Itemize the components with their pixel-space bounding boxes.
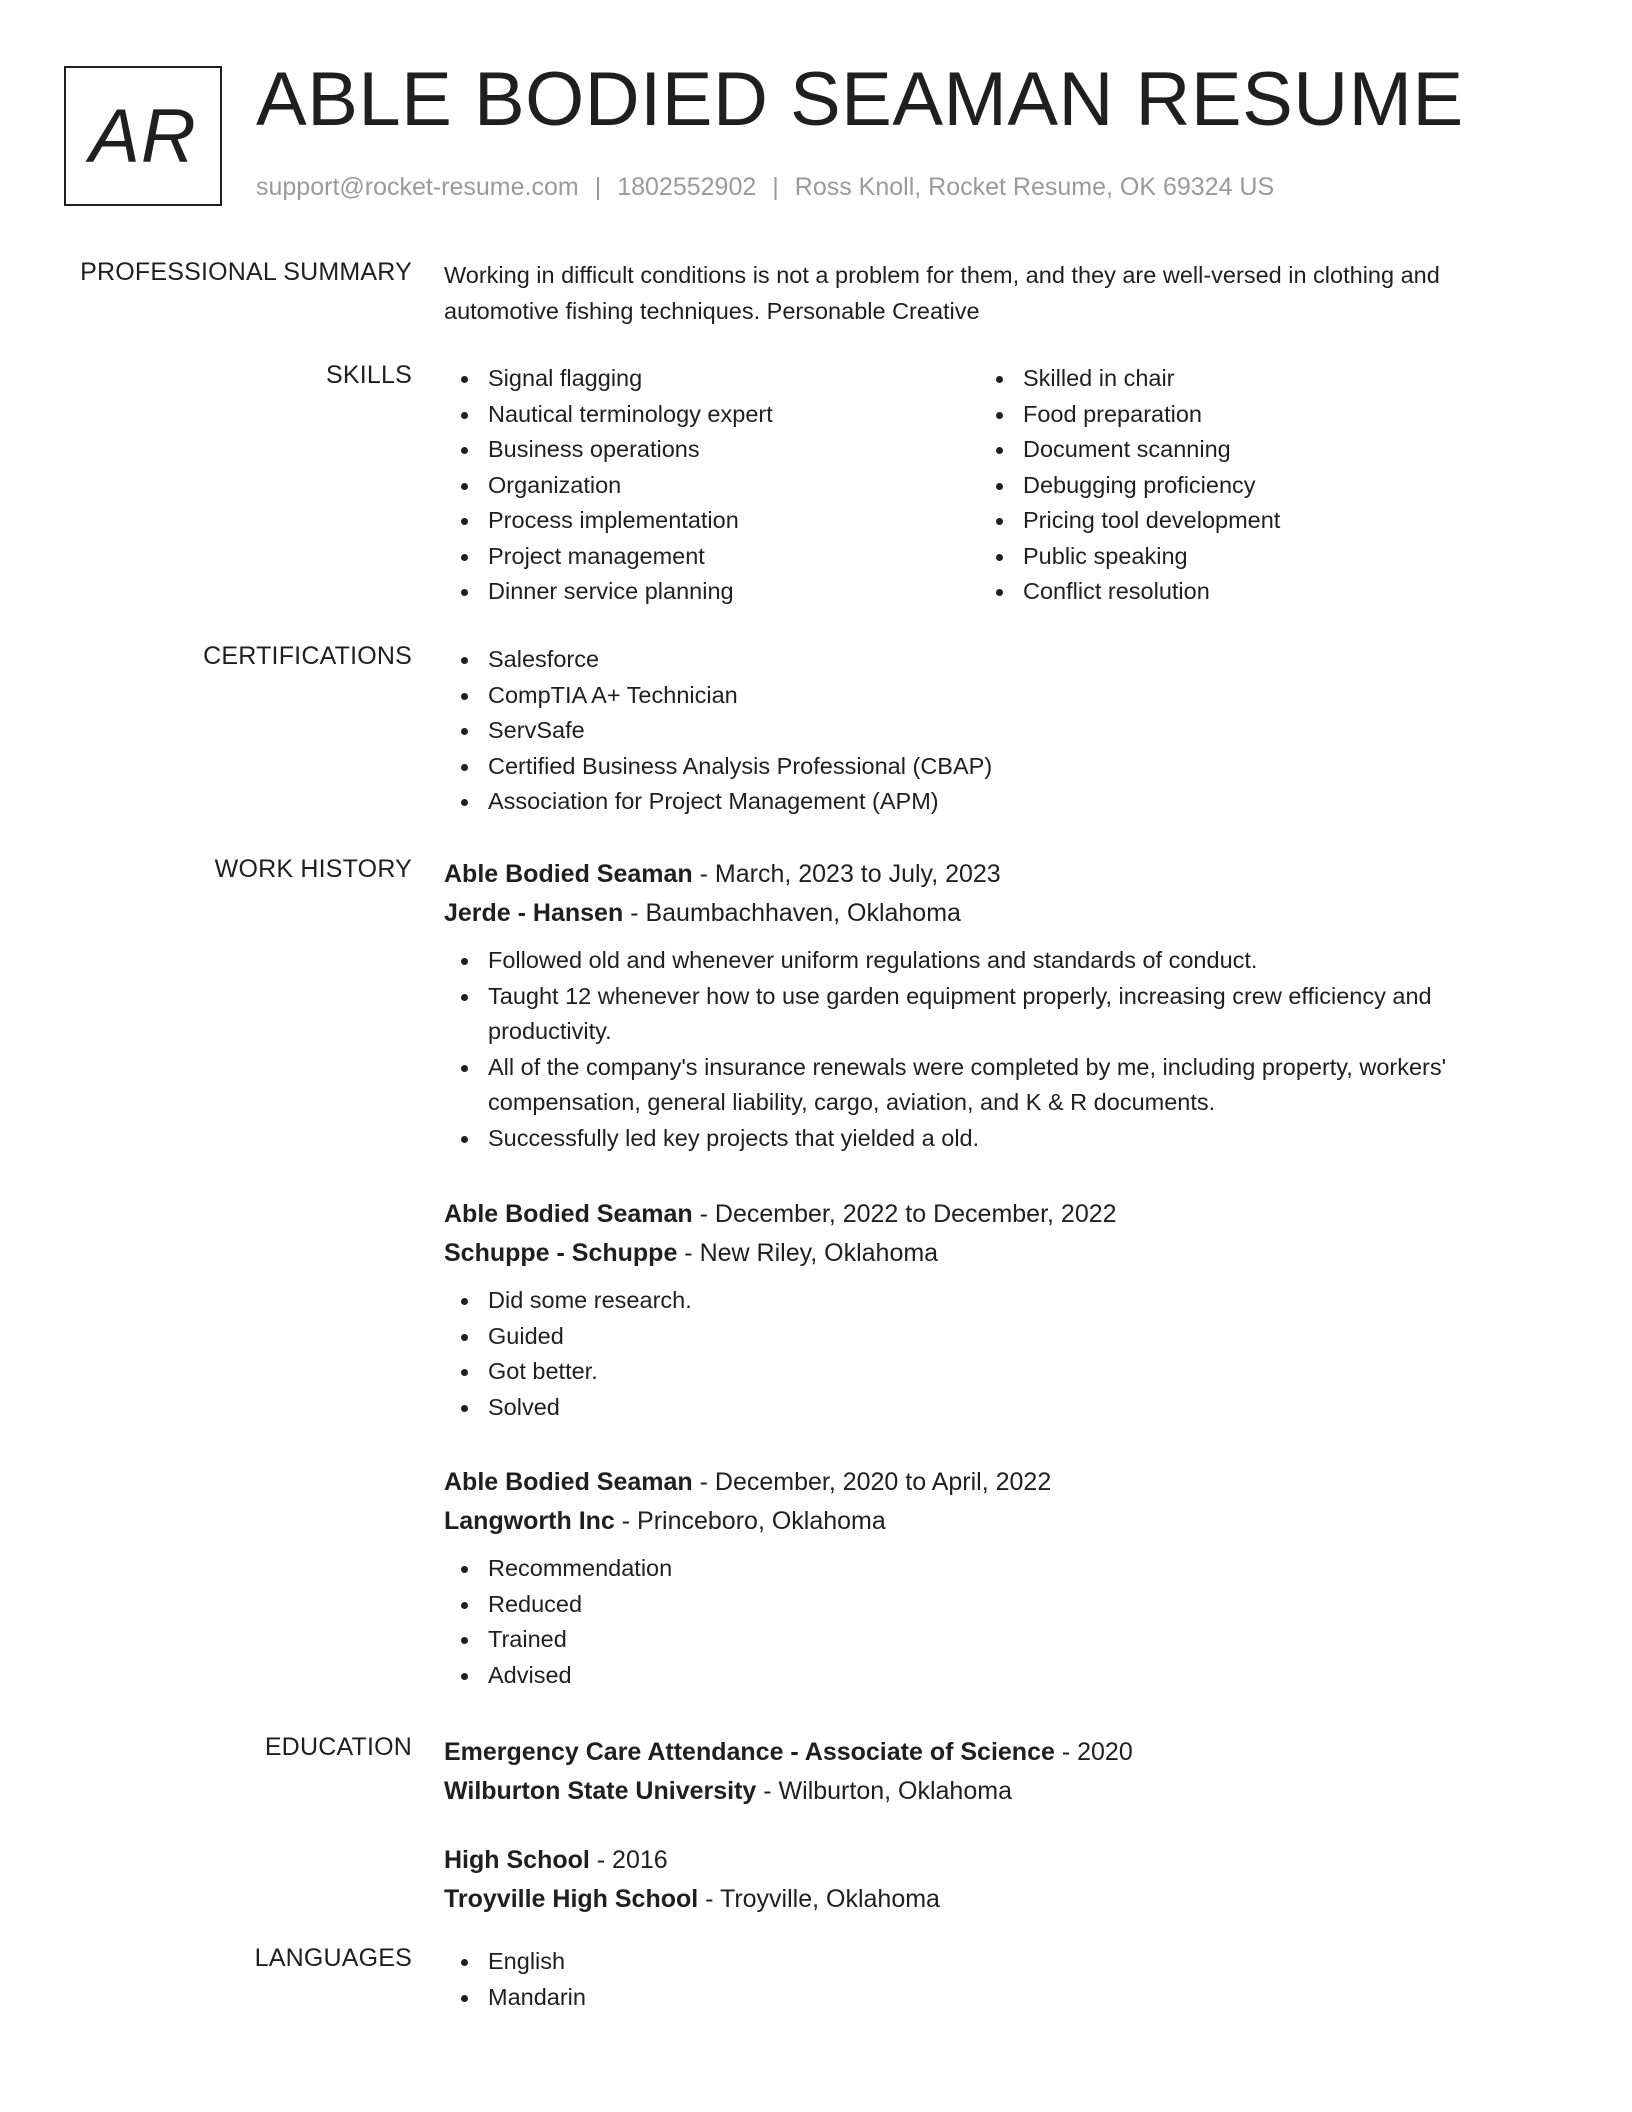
skill-item: Public speaking [979, 539, 1514, 575]
job-dates: - December, 2020 to April, 2022 [692, 1468, 1052, 1496]
job-bullets [444, 943, 1514, 1156]
skill-item: Process implementation [444, 503, 979, 539]
education-school: Wilburton State University [444, 1777, 757, 1805]
section-label: CERTIFICATIONS [203, 642, 412, 670]
section-label: EDUCATION [264, 1733, 412, 1761]
job-bullet: Did some research. [444, 1283, 1514, 1319]
skill-item: Conflict resolution [979, 574, 1514, 610]
education-school: Troyville High School [444, 1885, 699, 1913]
education-school-line [444, 1772, 1514, 1811]
skill-item: Business operations [444, 432, 979, 468]
education-year: - 2016 [589, 1846, 668, 1874]
job-title: Able Bodied Seaman [444, 1200, 693, 1228]
job-bullet: Trained [444, 1622, 1514, 1658]
job-bullet: Followed old and whenever uniform regulations and standards of conduct. [444, 943, 1514, 979]
job-title-line [444, 1463, 1514, 1502]
job-entry [444, 1195, 1514, 1425]
job-company: Schuppe - Schuppe [444, 1239, 678, 1267]
job-title-line [444, 855, 1514, 894]
job-company: Langworth Inc [444, 1507, 615, 1535]
language-item: English [444, 1944, 1514, 1980]
section-label: PROFESSIONAL SUMMARY [80, 258, 412, 286]
resume-title: ABLE BODIED SEAMAN RESUME [256, 57, 1464, 142]
monogram-text: AR [89, 93, 197, 179]
contact-address: Ross Knoll, Rocket Resume, OK 69324 US [794, 173, 1275, 201]
skill-item: Nautical terminology expert [444, 397, 979, 433]
job-bullets [444, 1551, 1514, 1693]
certification-item: ServSafe [444, 713, 1514, 749]
contact-separator: | [594, 173, 602, 201]
education-location: - Wilburton, Oklahoma [756, 1777, 1012, 1805]
job-entry [444, 855, 1514, 1156]
certification-item: Salesforce [444, 642, 1514, 678]
skills-list-right [979, 361, 1514, 610]
languages-body [444, 1944, 1514, 2015]
job-title: Able Bodied Seaman [444, 860, 693, 888]
education-entry [444, 1841, 1514, 1919]
job-dates: - December, 2022 to December, 2022 [692, 1200, 1117, 1228]
job-location: - Princeboro, Oklahoma [614, 1507, 886, 1535]
job-bullet: Recommendation [444, 1551, 1514, 1587]
job-bullet: Solved [444, 1390, 1514, 1426]
section-label: LANGUAGES [254, 1944, 412, 1972]
education-school-line [444, 1880, 1514, 1919]
job-company-line [444, 894, 1514, 933]
languages-list [444, 1944, 1514, 2015]
skill-item: Pricing tool development [979, 503, 1514, 539]
contact-separator: | [772, 173, 779, 201]
job-location: - New Riley, Oklahoma [677, 1239, 939, 1267]
contact-line [256, 173, 1274, 202]
job-company-line [444, 1502, 1514, 1541]
skill-item: Food preparation [979, 397, 1514, 433]
certification-item: Certified Business Analysis Professional (CBAP) [444, 749, 1514, 785]
certifications-list [444, 642, 1514, 820]
monogram-badge [64, 66, 222, 206]
skill-item: Document scanning [979, 432, 1514, 468]
job-dates: - March, 2023 to July, 2023 [692, 860, 1001, 888]
education-degree: Emergency Care Attendance - Associate of Science [444, 1738, 1055, 1766]
job-location: - Baumbachhaven, Oklahoma [623, 899, 961, 927]
education-entry [444, 1733, 1514, 1811]
job-company-line [444, 1234, 1514, 1273]
section-label: SKILLS [326, 361, 412, 389]
summary-text: Working in difficult conditions is not a problem for them, and they are well-versed in clothing and automotive fishing techniques. Personable Creative [444, 262, 1440, 324]
skill-item: Organization [444, 468, 979, 504]
section-label: WORK HISTORY [214, 855, 412, 883]
job-bullet: Taught 12 whenever how to use garden equipment properly, increasing crew efficiency and productivity. [444, 979, 1514, 1050]
job-title-line [444, 1195, 1514, 1234]
education-degree-line [444, 1841, 1514, 1880]
skill-item: Skilled in chair [979, 361, 1514, 397]
education-degree-line [444, 1733, 1514, 1772]
contact-phone[interactable]: 1802552902 [617, 173, 757, 201]
job-bullet: All of the company's insurance renewals were completed by me, including property, workers' compensation, general liability, cargo, aviation, and K & R documents. [444, 1050, 1514, 1121]
job-entry [444, 1463, 1514, 1693]
language-item: Mandarin [444, 1980, 1514, 2016]
certification-item: CompTIA A+ Technician [444, 678, 1514, 714]
skill-item: Signal flagging [444, 361, 979, 397]
skills-list-left [444, 361, 979, 610]
job-bullet: Got better. [444, 1354, 1514, 1390]
job-bullet: Successfully led key projects that yielded a old. [444, 1121, 1514, 1157]
skill-item: Dinner service planning [444, 574, 979, 610]
certification-item: Association for Project Management (APM) [444, 784, 1514, 820]
job-title: Able Bodied Seaman [444, 1468, 693, 1496]
education-location: - Troyville, Oklahoma [698, 1885, 940, 1913]
job-bullet: Reduced [444, 1587, 1514, 1623]
education-year: - 2020 [1054, 1738, 1133, 1766]
job-bullet: Guided [444, 1319, 1514, 1355]
skill-item: Project management [444, 539, 979, 575]
job-company: Jerde - Hansen [444, 899, 624, 927]
contact-email[interactable]: support@rocket-resume.com [256, 173, 579, 201]
certifications-body [444, 642, 1514, 820]
skill-item: Debugging proficiency [979, 468, 1514, 504]
skills-columns [444, 361, 1514, 610]
job-bullets [444, 1283, 1514, 1425]
job-bullet: Advised [444, 1658, 1514, 1694]
education-degree: High School [444, 1846, 590, 1874]
